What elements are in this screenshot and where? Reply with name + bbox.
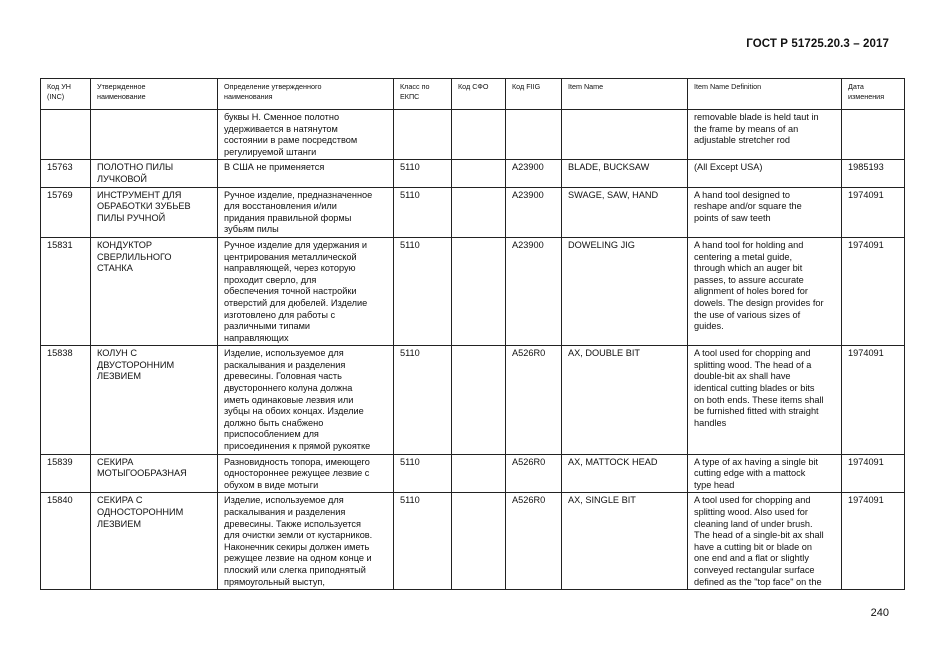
col-header-definition: Определение утвержденного наименования bbox=[218, 79, 394, 110]
col-header-name: Утвержденное наименование bbox=[91, 79, 218, 110]
cell-item-definition: A hand tool for holding and centering a metal guide, through which an auger bit passes, to assure accurate alignment of holes bored for dowels. The design provides for the use of various sizes of guides. bbox=[688, 237, 842, 345]
col-header-fiig: Код FIIG bbox=[506, 79, 562, 110]
col-header-sfo: Код СФО bbox=[452, 79, 506, 110]
cell-name: КОЛУН С ДВУСТОРОННИМ ЛЕЗВИЕМ bbox=[91, 346, 218, 454]
cell-sfo bbox=[452, 493, 506, 590]
cell-fiig: A23900 bbox=[506, 237, 562, 345]
cell-item-definition: A tool used for chopping and splitting wood. Also used for cleaning land of under brush. The head of a single-bit ax shall have a cutting bit or blade on one end and a flat or slightly conveyed rectangular surface defined as the "top face" on the bbox=[688, 493, 842, 590]
cell-item-definition: A hand tool designed to reshape and/or square the points of saw teeth bbox=[688, 187, 842, 237]
cell-class: 5110 bbox=[394, 493, 452, 590]
cell-date: 1974091 bbox=[842, 454, 905, 493]
cell-name: КОНДУКТОР СВЕРЛИЛЬНОГО СТАНКА bbox=[91, 237, 218, 345]
cell-item-name: AX, SINGLE BIT bbox=[562, 493, 688, 590]
cell-inc: 15763 bbox=[41, 160, 91, 187]
col-header-inc: Код УН (INC) bbox=[41, 79, 91, 110]
cell-definition: Разновидность топора, имеющего одностороннее режущее лезвие с обухом в виде мотыги bbox=[218, 454, 394, 493]
cell-inc: 15839 bbox=[41, 454, 91, 493]
cell-item-name bbox=[562, 110, 688, 160]
cell-date: 1985193 bbox=[842, 160, 905, 187]
catalog-table bbox=[40, 78, 905, 590]
document-header: ГОСТ Р 51725.20.3 – 2017 bbox=[746, 38, 889, 50]
cell-definition: Изделие, используемое для раскалывания и разделения древесины. Головная часть двустороннего колуна должна иметь одинаковые лезвия или зубцы на обоих концах. Изделие должно быть снабжено приспособлением для присоединения к прямой рукоятке bbox=[218, 346, 394, 454]
cell-name: СЕКИРА МОТЫГООБРАЗНАЯ bbox=[91, 454, 218, 493]
cell-item-definition: A tool used for chopping and splitting wood. The head of a double-bit ax shall have identical cutting blades or bits on both ends. These items shall be furnished fitted with straight handles bbox=[688, 346, 842, 454]
cell-item-name: DOWELING JIG bbox=[562, 237, 688, 345]
cell-inc: 15840 bbox=[41, 493, 91, 590]
cell-class: 5110 bbox=[394, 187, 452, 237]
cell-class: 5110 bbox=[394, 454, 452, 493]
cell-class bbox=[394, 110, 452, 160]
cell-item-definition: A type of ax having a single bit cutting edge with a mattock type head bbox=[688, 454, 842, 493]
cell-definition: буквы Н. Сменное полотно удерживается в натянутом состоянии в раме посредством регулируемой штанги bbox=[218, 110, 394, 160]
table-row bbox=[41, 160, 905, 187]
cell-sfo bbox=[452, 110, 506, 160]
cell-item-definition: removable blade is held taut in the frame by means of an adjustable stretcher rod bbox=[688, 110, 842, 160]
cell-name: ПОЛОТНО ПИЛЫ ЛУЧКОВОЙ bbox=[91, 160, 218, 187]
cell-sfo bbox=[452, 346, 506, 454]
col-header-item-name: Item Name bbox=[562, 79, 688, 110]
cell-fiig: A23900 bbox=[506, 160, 562, 187]
cell-item-name: AX, DOUBLE BIT bbox=[562, 346, 688, 454]
table-row bbox=[41, 346, 905, 454]
cell-inc: 15769 bbox=[41, 187, 91, 237]
cell-inc bbox=[41, 110, 91, 160]
cell-definition: Изделие, используемое для раскалывания и разделения древесины. Также используется для очистки земли от кустарников. Наконечник секиры должен иметь режущее лезвие на одном конце и плоский или слегка приподнятый прямоугольный выступ, bbox=[218, 493, 394, 590]
cell-date bbox=[842, 110, 905, 160]
cell-item-name: AX, MATTOCK HEAD bbox=[562, 454, 688, 493]
cell-fiig: A526R0 bbox=[506, 454, 562, 493]
cell-date: 1974091 bbox=[842, 187, 905, 237]
cell-class: 5110 bbox=[394, 237, 452, 345]
col-header-class: Класс по ЕКПС bbox=[394, 79, 452, 110]
col-header-date: Дата изменения bbox=[842, 79, 905, 110]
cell-date: 1974091 bbox=[842, 237, 905, 345]
cell-item-definition: (All Except USA) bbox=[688, 160, 842, 187]
table-row bbox=[41, 237, 905, 345]
cell-date: 1974091 bbox=[842, 493, 905, 590]
cell-date: 1974091 bbox=[842, 346, 905, 454]
cell-inc: 15831 bbox=[41, 237, 91, 345]
table-row bbox=[41, 110, 905, 160]
cell-item-name: BLADE, BUCKSAW bbox=[562, 160, 688, 187]
cell-name bbox=[91, 110, 218, 160]
cell-class: 5110 bbox=[394, 160, 452, 187]
cell-class: 5110 bbox=[394, 346, 452, 454]
cell-fiig: A23900 bbox=[506, 187, 562, 237]
cell-definition: Ручное изделие для удержания и центрирования металлической направляющей, через которую проходит сверло, для обеспечения точной настройки отверстий для дюбелей. Изделие изготовлено для работы с различными типами направляющих bbox=[218, 237, 394, 345]
page-number: 240 bbox=[870, 607, 889, 619]
cell-item-name: SWAGE, SAW, HAND bbox=[562, 187, 688, 237]
table-row bbox=[41, 454, 905, 493]
cell-name: ИНСТРУМЕНТ ДЛЯ ОБРАБОТКИ ЗУБЬЕВ ПИЛЫ РУЧНОЙ bbox=[91, 187, 218, 237]
table-row bbox=[41, 187, 905, 237]
cell-sfo bbox=[452, 160, 506, 187]
cell-inc: 15838 bbox=[41, 346, 91, 454]
cell-definition: Ручное изделие, предназначенное для восстановления и/или придания правильной формы зубьям пилы bbox=[218, 187, 394, 237]
cell-sfo bbox=[452, 237, 506, 345]
table-row bbox=[41, 493, 905, 590]
cell-fiig: A526R0 bbox=[506, 346, 562, 454]
col-header-item-definition: Item Name Definition bbox=[688, 79, 842, 110]
cell-sfo bbox=[452, 187, 506, 237]
cell-definition: В США не применяется bbox=[218, 160, 394, 187]
cell-fiig bbox=[506, 110, 562, 160]
cell-fiig: A526R0 bbox=[506, 493, 562, 590]
cell-sfo bbox=[452, 454, 506, 493]
cell-name: СЕКИРА С ОДНОСТОРОННИМ ЛЕЗВИЕМ bbox=[91, 493, 218, 590]
table-header-row bbox=[41, 79, 905, 110]
